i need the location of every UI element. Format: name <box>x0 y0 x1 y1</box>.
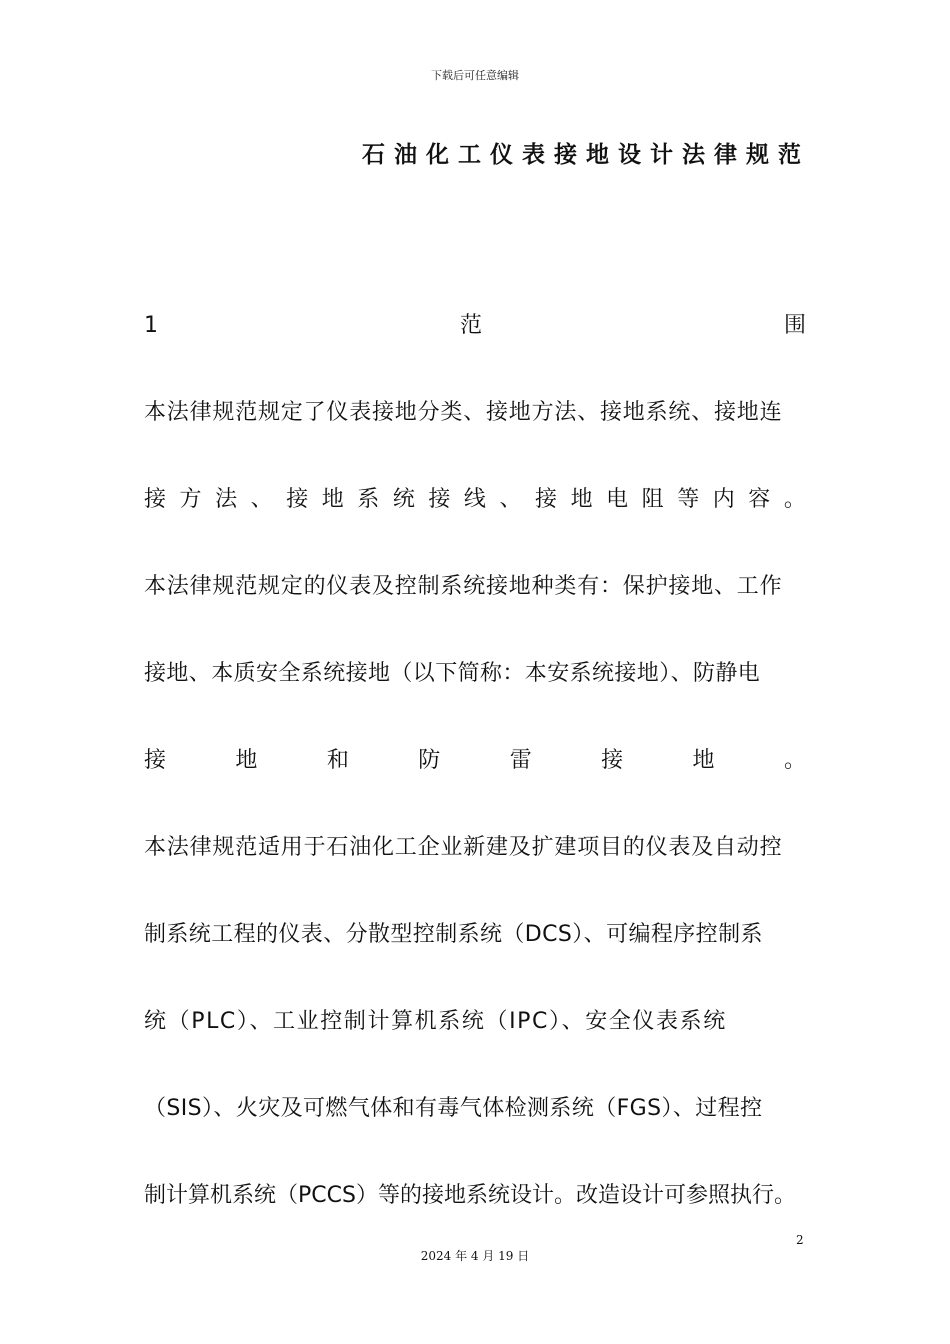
paragraph-line-1: 本法律规范规定了仪表接地分类、接地方法、接地系统、接地连 <box>144 400 783 425</box>
line-char: 。 <box>783 487 806 512</box>
section-heading-char: 范 <box>459 313 482 338</box>
paragraph-line-8: 统（PLC）、工业控制计算机系统（IPC）、安全仪表系统 <box>144 1009 727 1034</box>
line-char: 接 <box>535 487 558 512</box>
paragraph-line-9: （SIS）、火灾及可燃气体和有毒气体检测系统（FGS）、过程控 <box>144 1096 763 1121</box>
document-title: 石油化工仪表接地设计法律规范 <box>362 142 810 168</box>
paragraph-line-4: 接地、本质安全系统接地（以下简称：本安系统接地）、防静电 <box>144 661 761 686</box>
line-char: 系 <box>357 487 380 512</box>
line-char: 和 <box>326 748 349 773</box>
line-char: 等 <box>677 487 700 512</box>
line-char: 内 <box>712 487 735 512</box>
line-char: 统 <box>392 487 415 512</box>
line-char: 接 <box>428 487 451 512</box>
paragraph-line-10: 制计算机系统（PCCS）等的接地系统设计。改造设计可参照执行。 <box>144 1183 796 1208</box>
section-number: 1 <box>144 313 158 338</box>
line-char: 接 <box>144 487 167 512</box>
line-char: 阻 <box>641 487 664 512</box>
line-char: 接 <box>601 748 624 773</box>
line-char: 接 <box>144 748 167 773</box>
line-char: 地 <box>235 748 258 773</box>
line-char: 接 <box>286 487 309 512</box>
paragraph-line-6: 本法律规范适用于石油化工企业新建及扩建项目的仪表及自动控 <box>144 835 783 860</box>
line-char: 、 <box>499 487 522 512</box>
line-char: 方 <box>179 487 202 512</box>
section-heading-char: 围 <box>783 313 806 338</box>
section-heading <box>144 311 806 341</box>
line-char: 。 <box>783 748 806 773</box>
line-char: 电 <box>606 487 629 512</box>
line-char: 容 <box>748 487 771 512</box>
paragraph-line-7: 制系统工程的仪表、分散型控制系统（DCS）、可编程序控制系 <box>144 922 763 947</box>
footer-date: 2024 年 4 月 19 日 <box>420 1249 530 1263</box>
line-char: 雷 <box>509 748 532 773</box>
line-char: 、 <box>250 487 273 512</box>
header-note: 下载后可任意编辑 <box>431 69 519 82</box>
paragraph-line-2 <box>144 485 806 515</box>
paragraph-line-3: 本法律规范规定的仪表及控制系统接地种类有：保护接地、工作 <box>144 574 783 599</box>
line-char: 地 <box>692 748 715 773</box>
line-char: 地 <box>570 487 593 512</box>
line-char: 地 <box>321 487 344 512</box>
paragraph-line-5 <box>144 746 806 776</box>
line-char: 法 <box>215 487 238 512</box>
page-number: 2 <box>796 1233 804 1247</box>
line-char: 线 <box>463 487 486 512</box>
line-char: 防 <box>418 748 441 773</box>
